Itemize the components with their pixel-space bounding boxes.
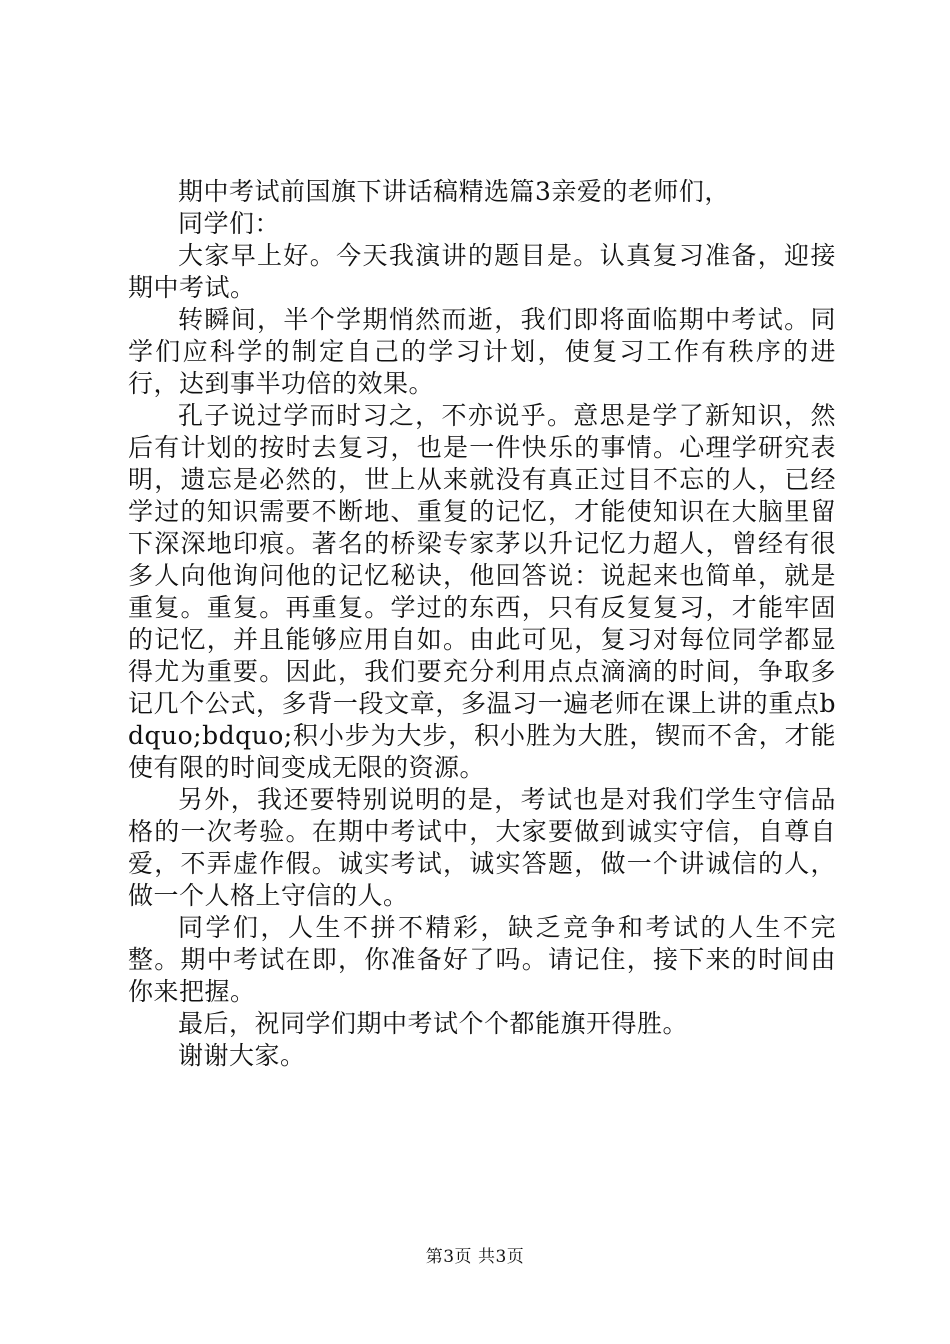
paragraph-thanks: 谢谢大家。: [178, 1041, 306, 1070]
paragraph-integrity: 另外，我还要特别说明的是，考试也是对我们学生守信品格的一次考验。在期中考试中，大家要做到诚实守信，自尊自爱，不弄虚作假。诚实考试，诚实答题，做一个讲诚信的人，做一个人格上守信的人。: [128, 785, 836, 910]
paragraph-greeting: 大家早上好。今天我演讲的题目是。认真复习准备，迎接期中考试。: [128, 241, 836, 302]
paragraph-salutation: 同学们：: [178, 209, 281, 238]
document-body: [128, 176, 836, 1072]
page-number: 第3页 共3页: [425, 1247, 525, 1267]
paragraph-confucius: 孔子说过学而时习之，不亦说乎。意思是学了新知识，然后有计划的按时去复习，也是一件快乐的事情。心理学研究表明，遗忘是必然的，世上从来就没有真正过目不忘的人，已经学过的知识需要不断地、重复的记忆，才能使知识在大脑里留下深深地印痕。著名的桥梁专家茅以升记忆力超人，曾经有很多人向他询问他的记忆秘诀，他回答说：说起来也简单，就是重复。重复。再重复。学过的东西，只有反复复习，才能牢固的记忆，并且能够应用自如。由此可见，复习对每位同学都显得尤为重要。因此，我们要充分利用点点滴滴的时间，争取多记几个公式，多背一段文章，多温习一遍老师在课上讲的重点bdquo;bdquo;积小步为大步，积小胜为大胜，锲而不舍，才能使有限的时间变成无限的资源。: [128, 401, 836, 782]
paragraph-intro: 转瞬间，半个学期悄然而逝，我们即将面临期中考试。同学们应科学的制定自己的学习计划，使复习工作有秩序的进行，达到事半功倍的效果。: [128, 305, 836, 398]
paragraph-closing: 最后，祝同学们期中考试个个都能旗开得胜。: [178, 1009, 689, 1038]
paragraph-encouragement: 同学们，人生不拼不精彩，缺乏竞争和考试的人生不完整。期中考试在即，你准备好了吗。请记住，接下来的时间由你来把握。: [128, 913, 836, 1006]
paragraph-title: 期中考试前国旗下讲话稿精选篇3亲爱的老师们，: [178, 177, 730, 206]
